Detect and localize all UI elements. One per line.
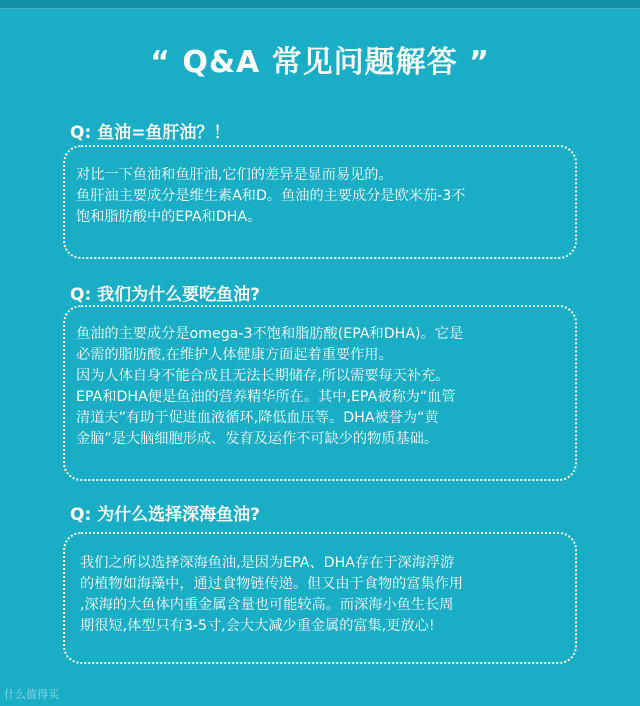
answer-2-line-4: EPA和DHA便是鱼油的营养精华所在。其中,EPA被称为“血管 — [76, 389, 456, 405]
question-3: Q: 为什么选择深海鱼油? — [70, 505, 261, 525]
answer-text-3 — [80, 553, 463, 637]
answer-1-line-3: 饱和脂肪酸中的EPA和DHA。 — [76, 209, 262, 225]
question-1: Q: 鱼油=鱼肝油？！ — [70, 123, 231, 143]
top-border-strip — [0, 0, 640, 9]
answer-text-1 — [76, 165, 465, 228]
answer-2-line-3: 因为人体自身不能合成且无法长期储存,所以需要每天补充。 — [76, 368, 450, 384]
question-2: Q: 我们为什么要吃鱼油? — [70, 285, 261, 305]
answer-1-line-1: 对比一下鱼油和鱼肝油,它们的差异是显而易见的。 — [76, 167, 393, 183]
answer-3-line-1: 我们之所以选择深海鱼油,是因为EPA、DHA存在于深海浮游 — [80, 555, 455, 571]
answer-text-2 — [76, 324, 463, 450]
answer-1-line-2: 鱼肝油主要成分是维生素A和D。鱼油的主要成分是欧米茄-3不 — [76, 188, 466, 204]
answer-3-line-3: ,深海的大鱼体内重金属含量也可能较高。而深海小鱼生长周 — [80, 597, 454, 613]
answer-2-line-6: 金脑”是大脑细胞形成、发育及运作不可缺少的物质基础。 — [76, 431, 439, 447]
answer-2-line-1: 鱼油的主要成分是omega-3不饱和脂肪酸(EPA和DHA)。它是 — [76, 326, 464, 342]
answer-3-line-4: 期很短,体型只有3-5寸,会大大减少重金属的富集,更放心! — [80, 618, 435, 634]
answer-3-line-2: 的植物如海藻中，通过食物链传递。但又由于食物的富集作用 — [80, 576, 464, 592]
page-title: “ Q&A 常见问题解答 ” — [150, 45, 490, 80]
answer-2-line-5: 清道夫”有助于促进血液循环,降低血压等。DHA被誉为“黄 — [76, 410, 439, 426]
watermark: 什么值得买 — [4, 688, 59, 701]
answer-2-line-2: 必需的脂肪酸,在维护人体健康方面起着重要作用。 — [76, 347, 393, 363]
